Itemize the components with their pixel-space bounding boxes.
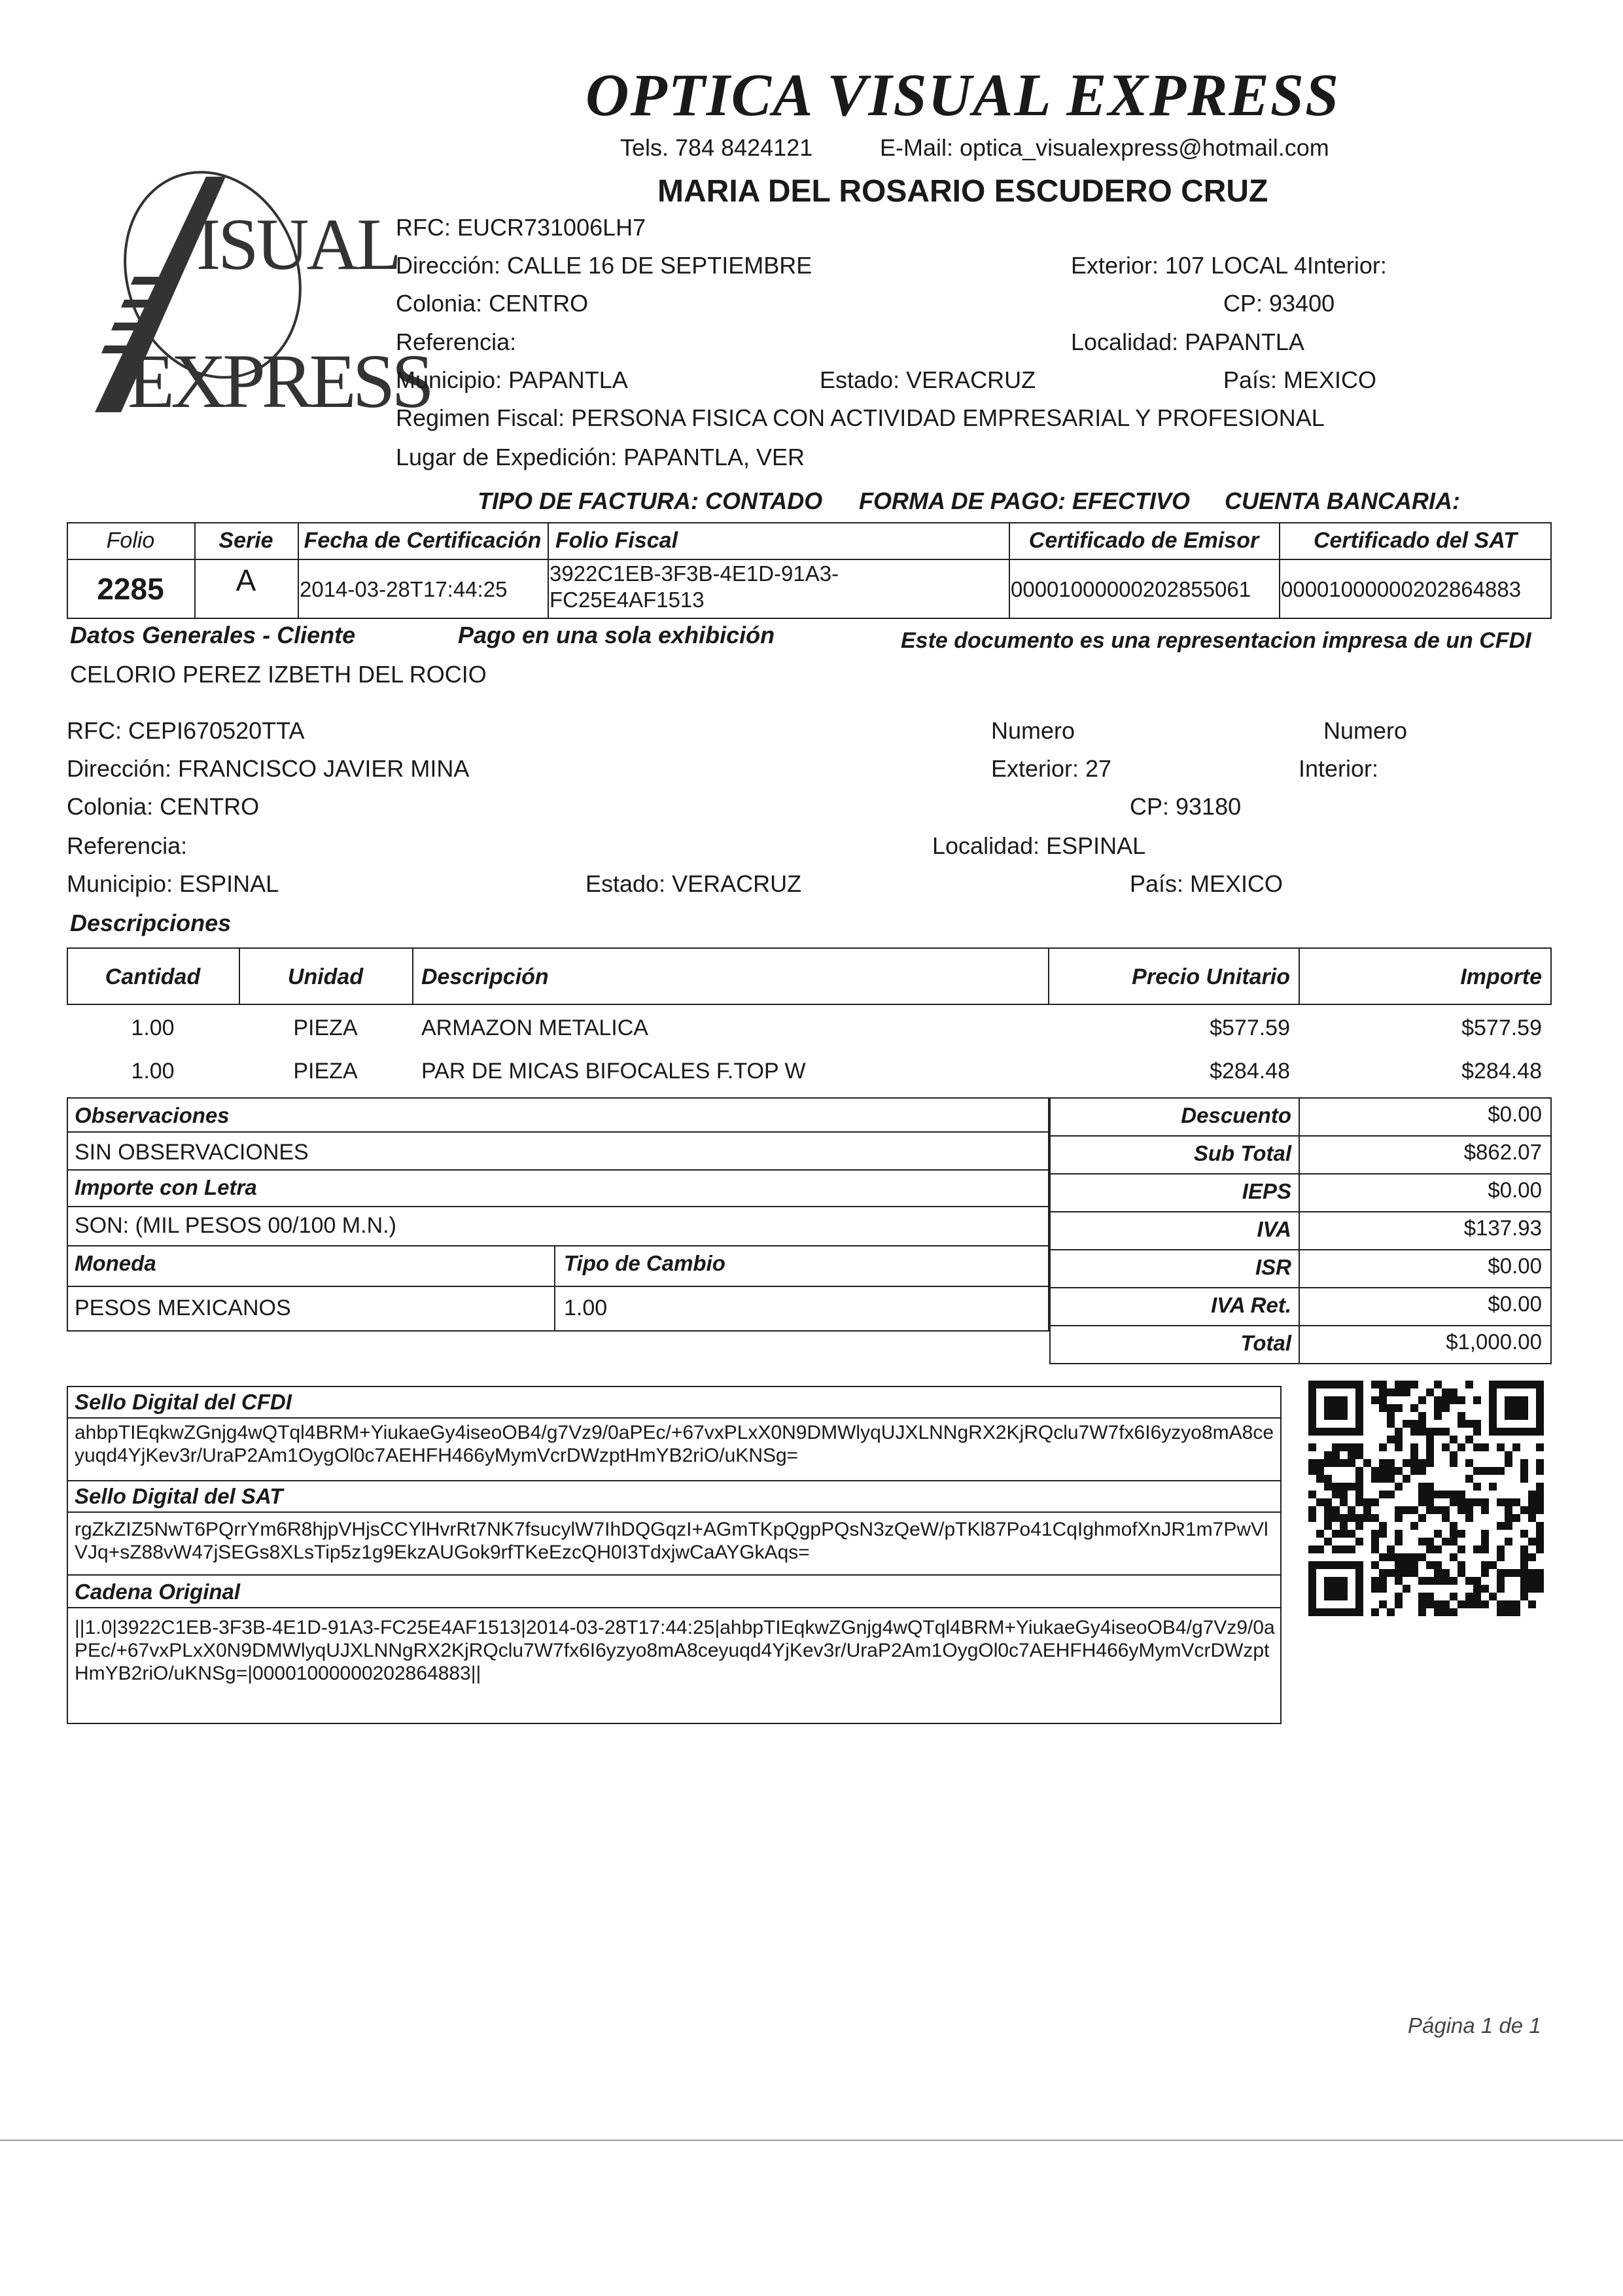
- company-estado: Estado: VERACRUZ: [820, 366, 1036, 393]
- cadena-original-value: ||1.0|3922C1EB-3F3B-4E1D-91A3-FC25E4AF1513|2014-03-28T17:44:25|ahbpTIEqkwZGnjg4wQTql4BRM+YiukaeGy4iseoOB4/g7Vz9/0aPEc/+67vxPLxX0N9DMWlyqUJXLNNgRX2KjRQclu7W7fx6I6yzyo8mA8ceyuqd4YjKev3r/UraP2Am1OygOl0c7AEHFH466yMymVcrDWzptHmYB2riO/uKNSg=|00001000000202864883||: [75, 1617, 1275, 1685]
- logo-bottom-text: EXPRESS: [128, 338, 430, 424]
- client-estado: Estado: VERACRUZ: [585, 870, 802, 897]
- descripciones-label: Descripciones: [70, 910, 232, 936]
- company-rfc: RFC: EUCR731006LH7: [396, 214, 646, 241]
- client-localidad: Localidad: ESPINAL: [932, 832, 1146, 859]
- item-unidad: PIEZA: [293, 1059, 358, 1084]
- cadena-original-label: Cadena Original: [75, 1580, 241, 1604]
- total-label-descuento: Descuento: [1181, 1103, 1291, 1127]
- client-exterior: Exterior: 27: [991, 755, 1112, 782]
- company-regimen: Regimen Fiscal: PERSONA FISICA CON ACTIVIDAD EMPRESARIAL Y PROFESIONAL: [396, 404, 1325, 431]
- company-cp: CP: 93400: [1223, 290, 1335, 317]
- total-value-isr: $0.00: [1488, 1254, 1542, 1278]
- item-descripcion: PAR DE MICAS BIFOCALES F.TOP W: [421, 1059, 806, 1084]
- cert-header-folio: Folio: [106, 528, 155, 553]
- company-municipio: Municipio: PAPANTLA: [396, 366, 628, 393]
- observaciones-label: Observaciones: [75, 1103, 230, 1127]
- total-label-iva-ret: IVA Ret.: [1211, 1293, 1291, 1317]
- client-numero-int-label: Numero: [1323, 717, 1408, 744]
- moneda-value: PESOS MEXICANOS: [75, 1296, 291, 1320]
- client-colonia: Colonia: CENTRO: [67, 793, 260, 820]
- cert-header-emisor: Certificado de Emisor: [1028, 528, 1259, 553]
- cert-folio-fiscal-2: FC25E4AF1513: [550, 588, 705, 612]
- observaciones-value: SIN OBSERVACIONES: [75, 1140, 309, 1165]
- total-value-total: $1,000.00: [1446, 1330, 1542, 1354]
- company-phones: Tels. 784 8424121: [620, 134, 813, 161]
- sello-sat-value: rgZkZIZ5NwT6PQrrYm6R8hjpVHjsCCYlHvrRt7NK7fsucylW7IhDQGqzI+AGmTKpQgpPQsN3zQeW/pTKl87Po41CqIghmofXnJR1m7PwVlVJq+sZ88vW47jSEGs8XLsTip5z1g9EkzAUGok9rfTKeEzcQH0I3TdxjwCaAYGkAqs=: [75, 1519, 1268, 1564]
- items-header-unidad: Unidad: [287, 964, 364, 989]
- cert-header-sat: Certificado del SAT: [1313, 528, 1518, 553]
- cert-fecha: 2014-03-28T17:44:25: [300, 577, 508, 601]
- client-interior: Interior:: [1299, 755, 1379, 782]
- cert-header-fecha: Fecha de Certificación: [304, 528, 542, 553]
- total-label-ieps: IEPS: [1242, 1179, 1291, 1203]
- client-numero-ext-label: Numero: [991, 717, 1075, 744]
- total-label-subtotal: Sub Total: [1193, 1141, 1291, 1165]
- company-pais: País: MEXICO: [1223, 366, 1377, 393]
- item-precio: $284.48: [1210, 1059, 1290, 1084]
- total-value-iva-ret: $0.00: [1488, 1292, 1542, 1316]
- total-label-isr: ISR: [1255, 1255, 1291, 1279]
- client-name: CELORIO PEREZ IZBETH DEL ROCIO: [70, 661, 487, 688]
- item-unidad: PIEZA: [293, 1016, 358, 1040]
- client-municipio: Municipio: ESPINAL: [67, 870, 279, 897]
- sello-cfdi-value: ahbpTIEqkwZGnjg4wQTql4BRM+YiukaeGy4iseoOB4/g7Vz9/0aPEc/+67vxPLxX0N9DMWlyqUJXLNNgRX2KjRQclu7W7fx6I6yzyo8mA8ceyuqd4YjKev3r/UraP2Am1OygOl0c7AEHFH466yMymVcrDWzptHmYB2riO/uKNSg=: [75, 1422, 1274, 1467]
- cert-header-folio-fiscal: Folio Fiscal: [555, 528, 678, 553]
- cert-emisor: 00001000000202855061: [1011, 577, 1251, 601]
- items-header-precio: Precio Unitario: [1132, 964, 1290, 989]
- tipo-cambio-label: Tipo de Cambio: [564, 1251, 725, 1275]
- cert-folio-fiscal-1: 3922C1EB-3F3B-4E1D-91A3-: [550, 561, 839, 586]
- importe-letra-label: Importe con Letra: [75, 1175, 257, 1199]
- item-cantidad: 1.00: [131, 1016, 175, 1040]
- sello-cfdi-label: Sello Digital del CFDI: [75, 1390, 292, 1414]
- cfdi-note: Este documento es una representacion impresa de un CFDI: [901, 628, 1531, 653]
- items-header-importe: Importe: [1460, 964, 1542, 989]
- moneda-label: Moneda: [75, 1251, 156, 1275]
- qr-code-icon: [1308, 1381, 1544, 1616]
- logo-top-text: ISUAL: [196, 204, 399, 285]
- company-owner: MARIA DEL ROSARIO ESCUDERO CRUZ: [657, 174, 1268, 209]
- company-exterior: Exterior: 107 LOCAL 4Interior:: [1071, 252, 1387, 279]
- importe-letra-value: SON: (MIL PESOS 00/100 M.N.): [75, 1213, 396, 1238]
- cert-header-serie: Serie: [218, 528, 273, 553]
- client-rfc: RFC: CEPI670520TTA: [67, 717, 305, 744]
- tipo-cambio-value: 1.00: [564, 1296, 608, 1320]
- company-email: E-Mail: optica_visualexpress@hotmail.com: [880, 134, 1329, 161]
- client-cp: CP: 93180: [1130, 793, 1242, 820]
- total-value-ieps: $0.00: [1488, 1178, 1542, 1202]
- cert-sat: 00001000000202864883: [1281, 577, 1522, 601]
- total-value-subtotal: $862.07: [1463, 1140, 1542, 1164]
- company-lugar: Lugar de Expedición: PAPANTLA, VER: [396, 444, 805, 470]
- item-importe: $284.48: [1461, 1059, 1542, 1084]
- item-descripcion: ARMAZON METALICA: [421, 1016, 648, 1040]
- item-importe: $577.59: [1461, 1016, 1542, 1040]
- total-value-iva: $137.93: [1463, 1216, 1542, 1240]
- company-name: OPTICA VISUAL EXPRESS: [585, 62, 1340, 128]
- company-colonia: Colonia: CENTRO: [396, 290, 589, 317]
- client-referencia: Referencia:: [67, 832, 188, 859]
- cuenta-bancaria: CUENTA BANCARIA:: [1225, 487, 1460, 514]
- pago-exhibicion: Pago en una sola exhibición: [458, 622, 775, 648]
- cert-serie: A: [236, 563, 256, 597]
- visual-express-logo: [75, 137, 430, 445]
- total-value-descuento: $0.00: [1488, 1102, 1542, 1126]
- items-header-descripcion: Descripción: [421, 964, 549, 989]
- client-pais: País: MEXICO: [1130, 870, 1283, 897]
- cert-folio: 2285: [97, 572, 164, 606]
- tipo-factura: TIPO DE FACTURA: CONTADO: [478, 487, 823, 514]
- sello-sat-label: Sello Digital del SAT: [75, 1484, 283, 1508]
- total-label-iva: IVA: [1257, 1217, 1291, 1241]
- page-bottom-rule: [0, 2140, 1623, 2141]
- company-direccion: Dirección: CALLE 16 DE SEPTIEMBRE: [396, 252, 812, 279]
- client-direccion: Dirección: FRANCISCO JAVIER MINA: [67, 755, 470, 782]
- item-cantidad: 1.00: [131, 1059, 175, 1084]
- items-header-cantidad: Cantidad: [105, 964, 201, 989]
- page-number: Página 1 de 1: [1408, 2013, 1541, 2038]
- total-label-total: Total: [1240, 1331, 1291, 1355]
- company-referencia: Referencia:: [396, 328, 517, 355]
- company-localidad: Localidad: PAPANTLA: [1071, 328, 1304, 355]
- item-precio: $577.59: [1210, 1016, 1290, 1040]
- client-section-label: Datos Generales - Cliente: [70, 622, 356, 648]
- forma-pago: FORMA DE PAGO: EFECTIVO: [859, 487, 1191, 514]
